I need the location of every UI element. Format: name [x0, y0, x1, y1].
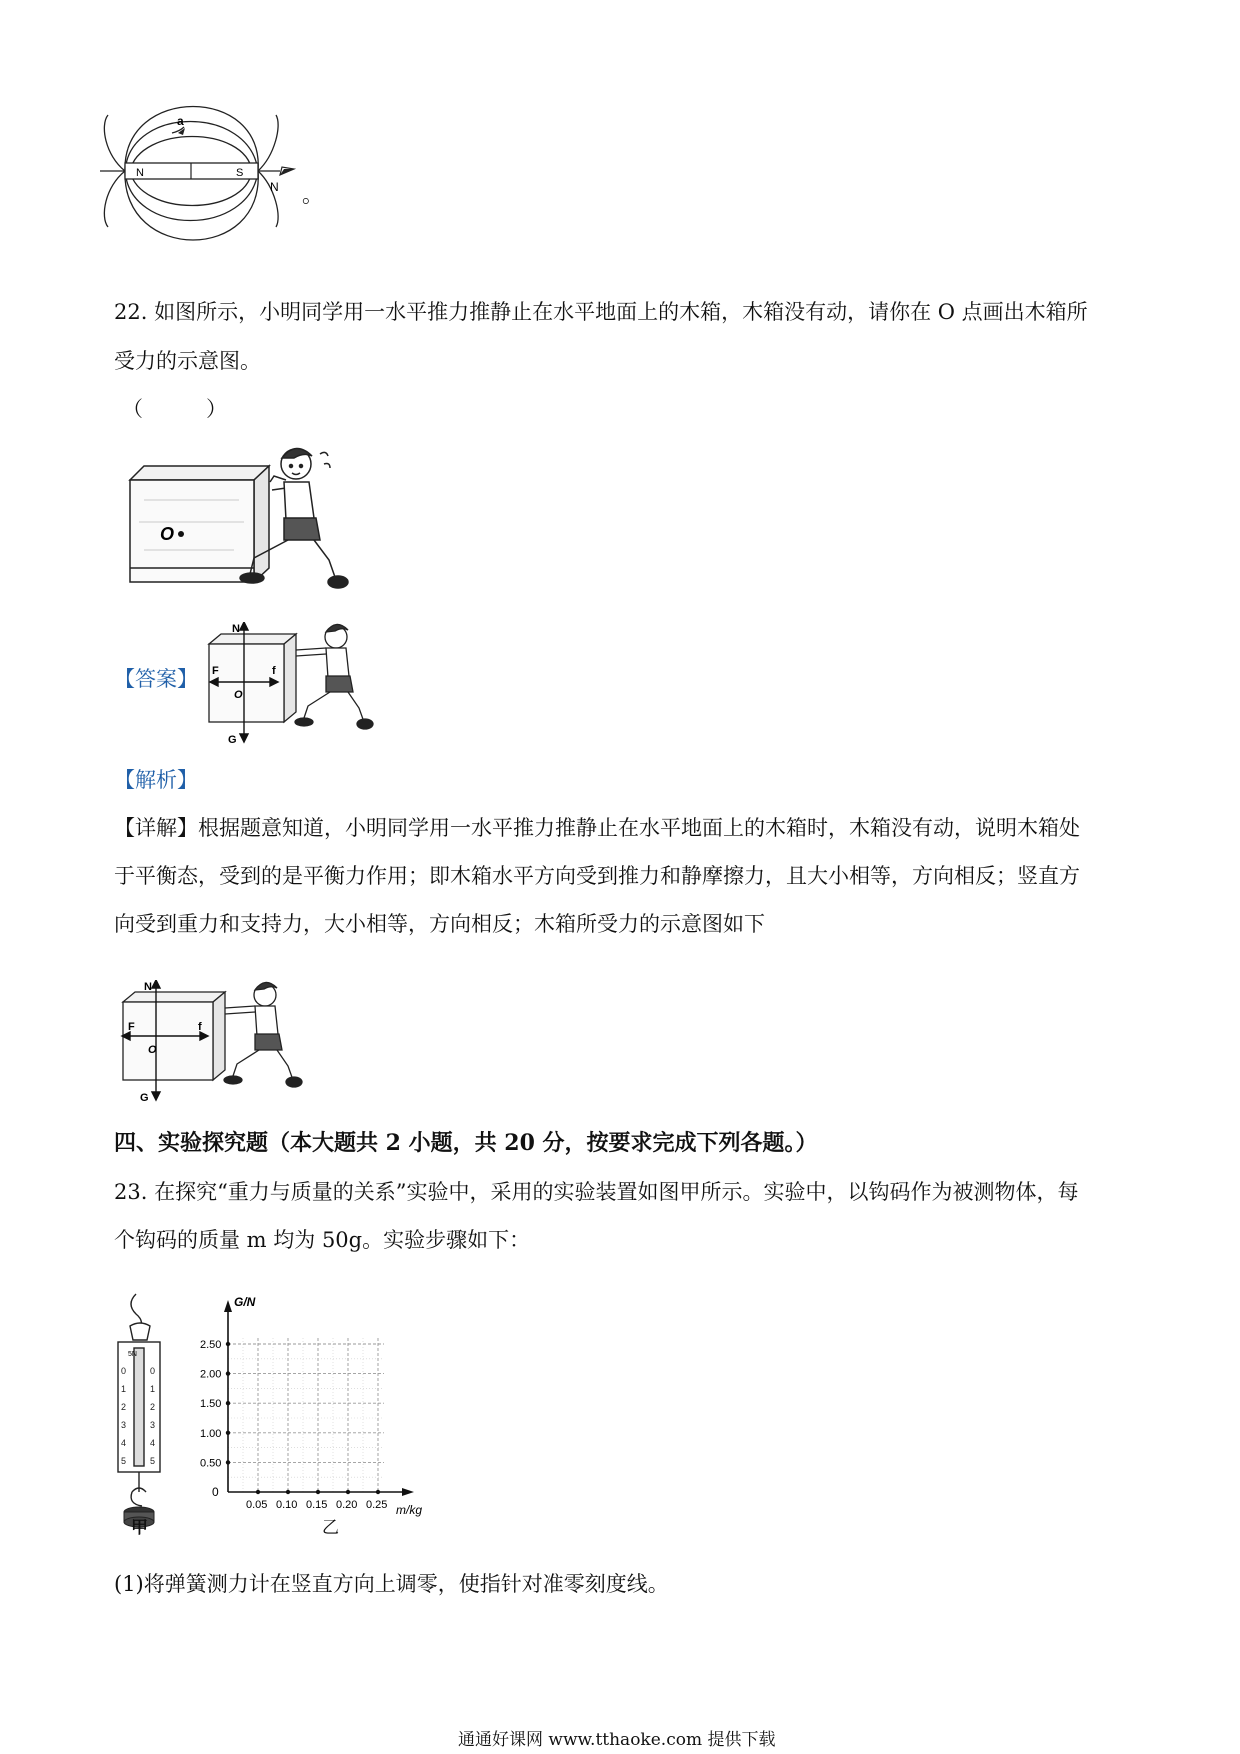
answer-force-g: G	[228, 734, 237, 744]
compass-pole-n: N	[270, 180, 279, 194]
q23-stem-line1: 23. 在探究“重力与质量的关系”实验中，采用的实验装置如图甲所示。实验中，以钩码作为被测物体，每	[114, 1180, 1079, 1204]
meter-tick-5: 5	[121, 1456, 127, 1466]
x-tick-mark	[256, 1490, 260, 1494]
analysis-label: 【解析】	[114, 768, 198, 792]
q23-stem-line2: 个钩码的质量 m 均为 50g。实验步骤如下：	[114, 1228, 531, 1252]
meter-tick-2-right: 2	[150, 1402, 156, 1412]
x-tick-mark	[376, 1490, 380, 1494]
y-tick-mark	[226, 1371, 230, 1375]
analysis-force-g: G	[140, 1092, 149, 1102]
q22-answer-blank: （ ）	[122, 397, 227, 421]
chart-x-axis-label: m/kg	[396, 1503, 423, 1517]
magnet-pole-n: N	[136, 167, 144, 179]
analysis-detail-line3: 向受到重力和支持力，大小相等，方向相反；木箱所受力的示意图如下	[114, 912, 765, 936]
magnet-pole-s: S	[236, 167, 244, 179]
analysis-force-f-push: F	[128, 1021, 135, 1033]
spring-balance-diagram	[110, 1292, 170, 1542]
meter-tick-1: 1	[121, 1384, 127, 1394]
analysis-detail-line2: 于平衡态，受到的是平衡力作用；即木箱水平方向受到推力和静摩擦力，且大小相等，方向相反；竖直方	[114, 864, 1080, 888]
field-point-a: a	[177, 114, 184, 128]
section-4-heading: 四、实验探究题（本大题共 2 小题，共 20 分，按要求完成下列各题。）	[114, 1130, 818, 1156]
magnet-trailing-mark: 。	[302, 183, 323, 207]
analysis-detail-line1: 【详解】根据题意知道，小明同学用一水平推力推静止在水平地面上的木箱时，木箱没有动，说明木箱处	[114, 816, 1080, 840]
y-tick-label: 0.50	[200, 1457, 222, 1470]
page-footer: 通通好课网 www.tthaoke.com 提供下载	[458, 1730, 776, 1750]
q22-stem-line1: 22. 如图所示，小明同学用一水平推力推静止在水平地面上的木箱，木箱没有动，请你在 O 点画出木箱所	[114, 300, 1088, 324]
x-tick-label: 0.25	[366, 1499, 388, 1511]
meter-tick-0-right: 0	[150, 1366, 156, 1376]
magnet-field-figure	[100, 95, 300, 259]
meter-tick-4: 4	[121, 1438, 127, 1448]
answer-force-f-push: F	[212, 665, 219, 677]
magnet-field-diagram	[100, 95, 300, 255]
analysis-boy-figure	[224, 982, 302, 1087]
meter-top-label: 5N	[128, 1351, 137, 1358]
answer-figure	[204, 622, 404, 748]
box-point-o: O	[160, 524, 175, 544]
q22-stem-line2: 受力的示意图。	[114, 349, 261, 373]
analysis-point-o: O	[148, 1044, 157, 1056]
x-tick-mark	[346, 1490, 350, 1494]
meter-tick-3: 3	[121, 1420, 127, 1430]
answer-force-n: N	[232, 623, 240, 635]
y-tick-label: 2.50	[200, 1339, 222, 1351]
meter-tick-3-right: 3	[150, 1420, 156, 1430]
meter-tick-2: 2	[121, 1402, 127, 1412]
chart-y-axis-arrow	[224, 1300, 232, 1312]
y-tick-mark	[226, 1401, 230, 1405]
answer-force-diagram	[204, 622, 404, 744]
chart-x-axis-arrow	[402, 1488, 414, 1496]
spring-balance-figure	[110, 1292, 170, 1546]
y-tick-label: 1.00	[200, 1427, 222, 1440]
meter-tick-4-right: 4	[150, 1438, 156, 1448]
meter-tick-1-right: 1	[150, 1384, 156, 1394]
answer-force-f-friction: f	[272, 665, 276, 677]
x-tick-label: 0.10	[276, 1499, 298, 1511]
figure-yi-label: 乙	[322, 1518, 339, 1538]
answer-label: 【答案】	[114, 667, 198, 691]
x-tick-mark	[316, 1490, 320, 1494]
y-tick-label: 2.00	[200, 1368, 222, 1381]
g-m-chart-svg	[200, 1292, 460, 1522]
meter-tick-5-right: 5	[150, 1456, 156, 1466]
answer-boy-figure	[295, 624, 373, 729]
y-tick-mark	[226, 1342, 230, 1346]
analysis-figure	[118, 980, 318, 1106]
x-tick-label: 0.20	[336, 1499, 358, 1511]
answer-point-o: O	[234, 689, 243, 701]
x-tick-label: 0.15	[306, 1499, 328, 1511]
meter-tick-0: 0	[121, 1366, 127, 1376]
chart-y-axis-label: G/N	[234, 1295, 256, 1309]
q23-step1: (1)将弹簧测力计在竖直方向上调零，使指针对准零刻度线。	[114, 1572, 669, 1596]
x-tick-mark	[286, 1490, 290, 1494]
analysis-force-n: N	[144, 981, 152, 993]
g-m-chart	[200, 1292, 460, 1526]
analysis-force-diagram	[118, 980, 318, 1102]
boy-pushing-box-illustration	[124, 440, 394, 590]
compass-needle-icon	[280, 167, 294, 175]
y-tick-mark	[226, 1431, 230, 1435]
analysis-force-f-friction: f	[198, 1021, 202, 1033]
chart-origin-label: 0	[212, 1485, 219, 1499]
y-tick-label: 1.50	[200, 1398, 222, 1411]
q22-figure	[124, 440, 394, 594]
x-tick-label: 0.05	[246, 1499, 268, 1511]
y-tick-mark	[226, 1460, 230, 1464]
figure-jia-label: 甲	[131, 1518, 148, 1538]
